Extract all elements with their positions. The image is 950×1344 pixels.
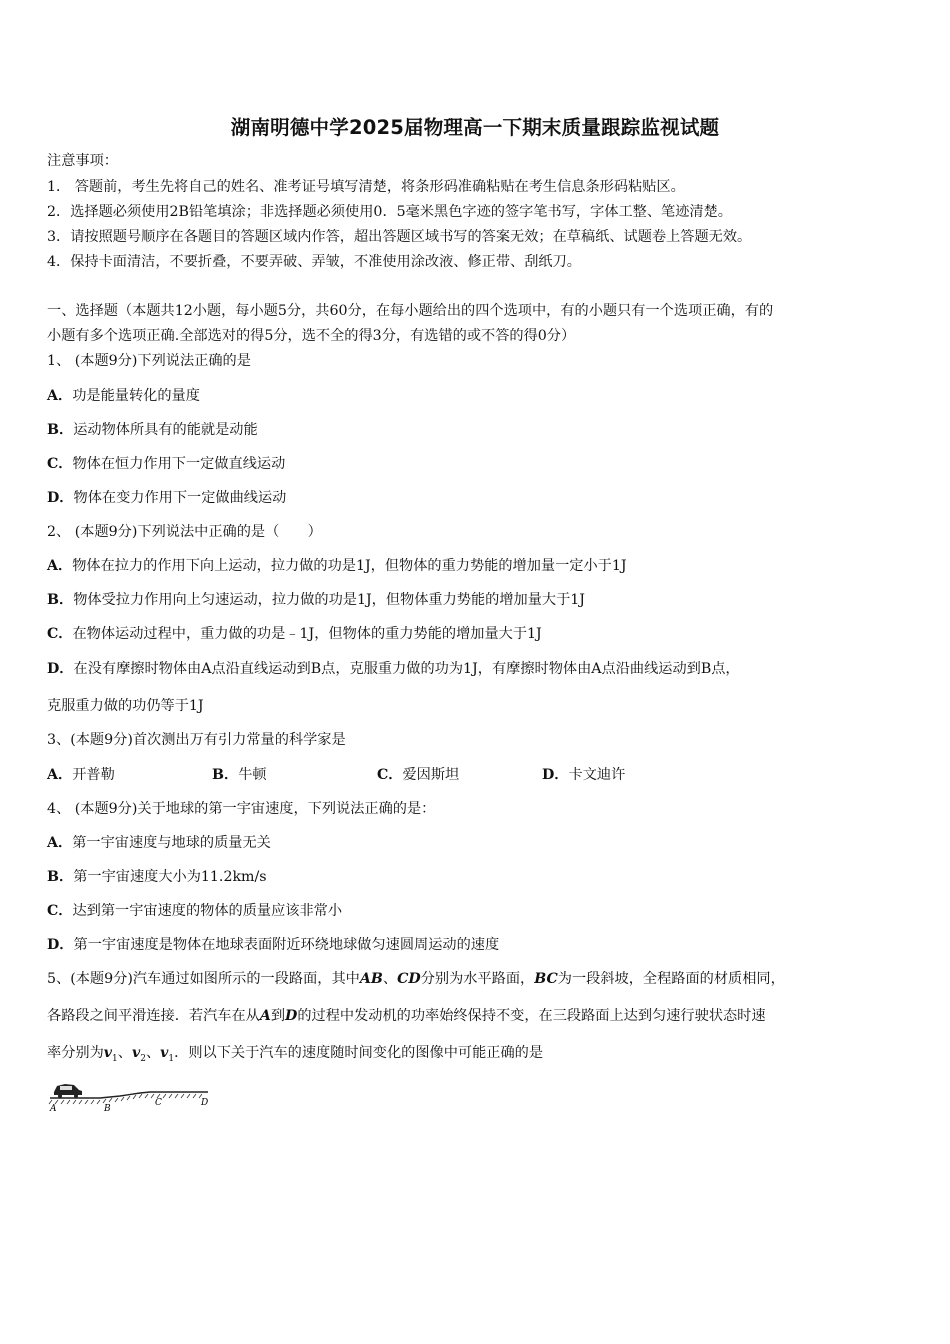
q1-option-d	[47, 488, 286, 508]
q5-text: 到	[270, 1008, 286, 1024]
q5-text: ．则以下关于汽车的速度随时间变化的图像中可能正确的是	[174, 1045, 544, 1061]
option-label: A．	[47, 767, 73, 783]
road-figure	[48, 1078, 218, 1114]
option-label: B．	[47, 592, 74, 608]
q2-option-c	[47, 624, 542, 644]
option-label: A．	[47, 388, 73, 404]
q4-stem-text: 4、 (本题9分)关于地球的第一宇宙速度，下列说法正确的是：	[47, 801, 436, 817]
question-3-stem	[47, 730, 346, 750]
option-label: C．	[377, 767, 403, 783]
speed-v3: v	[160, 1045, 169, 1061]
note-item: 4．保持卡面清洁，不要折叠，不要弄破、弄皱，不准使用涂改液、修正带、刮纸刀。	[47, 254, 581, 270]
option-label: B．	[47, 422, 74, 438]
option-text: 卡文迪许	[568, 767, 626, 783]
question-2-stem	[47, 522, 322, 542]
subscript: 2	[140, 1053, 146, 1064]
segment-cd: CD	[397, 971, 421, 987]
q2-option-b	[47, 590, 585, 610]
speed-v2: v	[131, 1045, 141, 1061]
note-item: 3．请按照题号顺序在各题目的答题区域内作答，超出答题区域书写的答案无效；在草稿纸、试题卷上答题无效。	[47, 229, 752, 245]
option-text: 达到第一宇宙速度的物体的质量应该非常小	[72, 903, 343, 919]
option-text: 开普勒	[72, 767, 115, 783]
q5-text: 为一段斜坡，全程路面的材质相同，	[557, 971, 785, 987]
option-text: 物体在变力作用下一定做曲线运动	[73, 490, 287, 506]
option-label: B．	[212, 767, 239, 783]
q3-option-d	[542, 765, 625, 785]
q5-text: 分别为水平路面，	[420, 971, 535, 987]
q5-text: 、	[382, 971, 398, 987]
option-label: A．	[47, 558, 73, 574]
section-heading-line2: 小题有多个选项正确.全部选对的得5分，选不全的得3分，有选错的或不答的得0分）	[47, 328, 576, 344]
point-a: A	[259, 1008, 271, 1024]
option-label: D．	[47, 937, 74, 953]
segment-ab: AB	[359, 971, 383, 987]
note-item: 1． 答题前，考生先将自己的姓名、准考证号填写清楚，将条形码准确粘贴在考生信息条形码粘贴区。	[47, 179, 685, 195]
option-text: 第一宇宙速度与地球的质量无关	[72, 835, 271, 851]
option-label: D．	[542, 767, 569, 783]
q2-option-d-continuation: 克服重力做的功仍等于1J	[47, 698, 204, 714]
option-text: 爱因斯坦	[402, 767, 460, 783]
option-text: 物体在恒力作用下一定做直线运动	[72, 456, 286, 472]
question-1-stem	[47, 351, 251, 371]
option-label: C．	[47, 903, 73, 919]
question-5-line3	[47, 1043, 543, 1069]
q5-text: 、	[145, 1045, 161, 1061]
q2-option-d	[47, 659, 740, 679]
exam-title: 湖南明德中学2025届物理高一下期末质量跟踪监视试题	[230, 116, 720, 139]
q1-option-a	[47, 386, 200, 406]
q3-stem-text: 3、(本题9分)首次测出万有引力常量的科学家是	[47, 732, 346, 748]
option-text: 物体在拉力的作用下向上运动，拉力做的功是1J，但物体的重力势能的增加量一定小于1J	[72, 558, 627, 574]
question-4-stem	[47, 799, 435, 819]
option-text: 第一宇宙速度是物体在地球表面附近环绕地球做匀速圆周运动的速度	[73, 937, 500, 953]
q4-option-b	[47, 867, 267, 887]
option-text: 在物体运动过程中，重力做的功是﹣1J，但物体的重力势能的增加量大于1J	[72, 626, 542, 642]
question-5-line2	[47, 1006, 766, 1026]
q1-option-b	[47, 420, 258, 440]
q3-option-a	[47, 765, 115, 785]
point-d: D	[285, 1008, 298, 1024]
question-5-line1	[47, 969, 785, 989]
notes-heading: 注意事项：	[47, 153, 118, 169]
option-text: 运动物体所具有的能就是动能	[73, 422, 258, 438]
road-label-d: D	[201, 1098, 209, 1108]
q1-stem-text: 1、 (本题9分)下列说法正确的是	[47, 353, 251, 369]
option-label: D．	[47, 661, 74, 677]
option-label: A．	[47, 835, 73, 851]
road-label-c: C	[155, 1098, 162, 1108]
speed-v1: v	[103, 1045, 113, 1061]
option-text: 第一宇宙速度大小为11.2km/s	[73, 869, 267, 885]
q4-option-c	[47, 901, 342, 921]
option-label: C．	[47, 626, 73, 642]
option-text: 牛顿	[238, 767, 267, 783]
q3-option-b	[212, 765, 267, 785]
option-label: C．	[47, 456, 73, 472]
option-text: 在没有摩擦时物体由A点沿直线运动到B点，克服重力做的功为1J，有摩擦时物体由A点沿曲线运动到B点，	[73, 661, 740, 677]
q1-option-c	[47, 454, 285, 474]
road-label-a: A	[50, 1104, 57, 1114]
subscript: 1	[168, 1053, 175, 1064]
q5-text: 各路段之间平滑连接．若汽车在从	[47, 1008, 260, 1024]
note-item: 2．选择题必须使用2B铅笔填涂；非选择题必须使用0．5毫米黑色字迹的签字笔书写，字体工整、笔迹清楚。	[47, 204, 732, 220]
option-label: D．	[47, 490, 74, 506]
q4-option-a	[47, 833, 271, 853]
car-icon	[54, 1084, 82, 1098]
road-label-b: B	[104, 1104, 111, 1114]
q4-option-d	[47, 935, 499, 955]
option-label: B．	[47, 869, 74, 885]
q5-text: 的过程中发动机的功率始终保持不变，在三段路面上达到匀速行驶状态时速	[297, 1008, 766, 1024]
q5-text: 率分别为	[47, 1045, 104, 1061]
q5-text: 5、(本题9分)汽车通过如图所示的一段路面，其中	[47, 971, 360, 987]
section-heading-line1: 一、选择题（本题共12小题，每小题5分，共60分，在每小题给出的四个选项中，有的小题只有一个选项正确，有的	[47, 303, 774, 319]
segment-bc: BC	[534, 971, 558, 987]
q5-text: 、	[117, 1045, 132, 1061]
q2-stem-text: 2、 (本题9分)下列说法中正确的是（ ）	[47, 524, 322, 540]
option-text: 功是能量转化的量度	[72, 388, 200, 404]
subscript: 1	[112, 1053, 118, 1064]
q3-option-c	[377, 765, 459, 785]
q2-option-a	[47, 556, 627, 576]
option-text: 物体受拉力作用向上匀速运动，拉力做的功是1J，但物体重力势能的增加量大于1J	[73, 592, 585, 608]
